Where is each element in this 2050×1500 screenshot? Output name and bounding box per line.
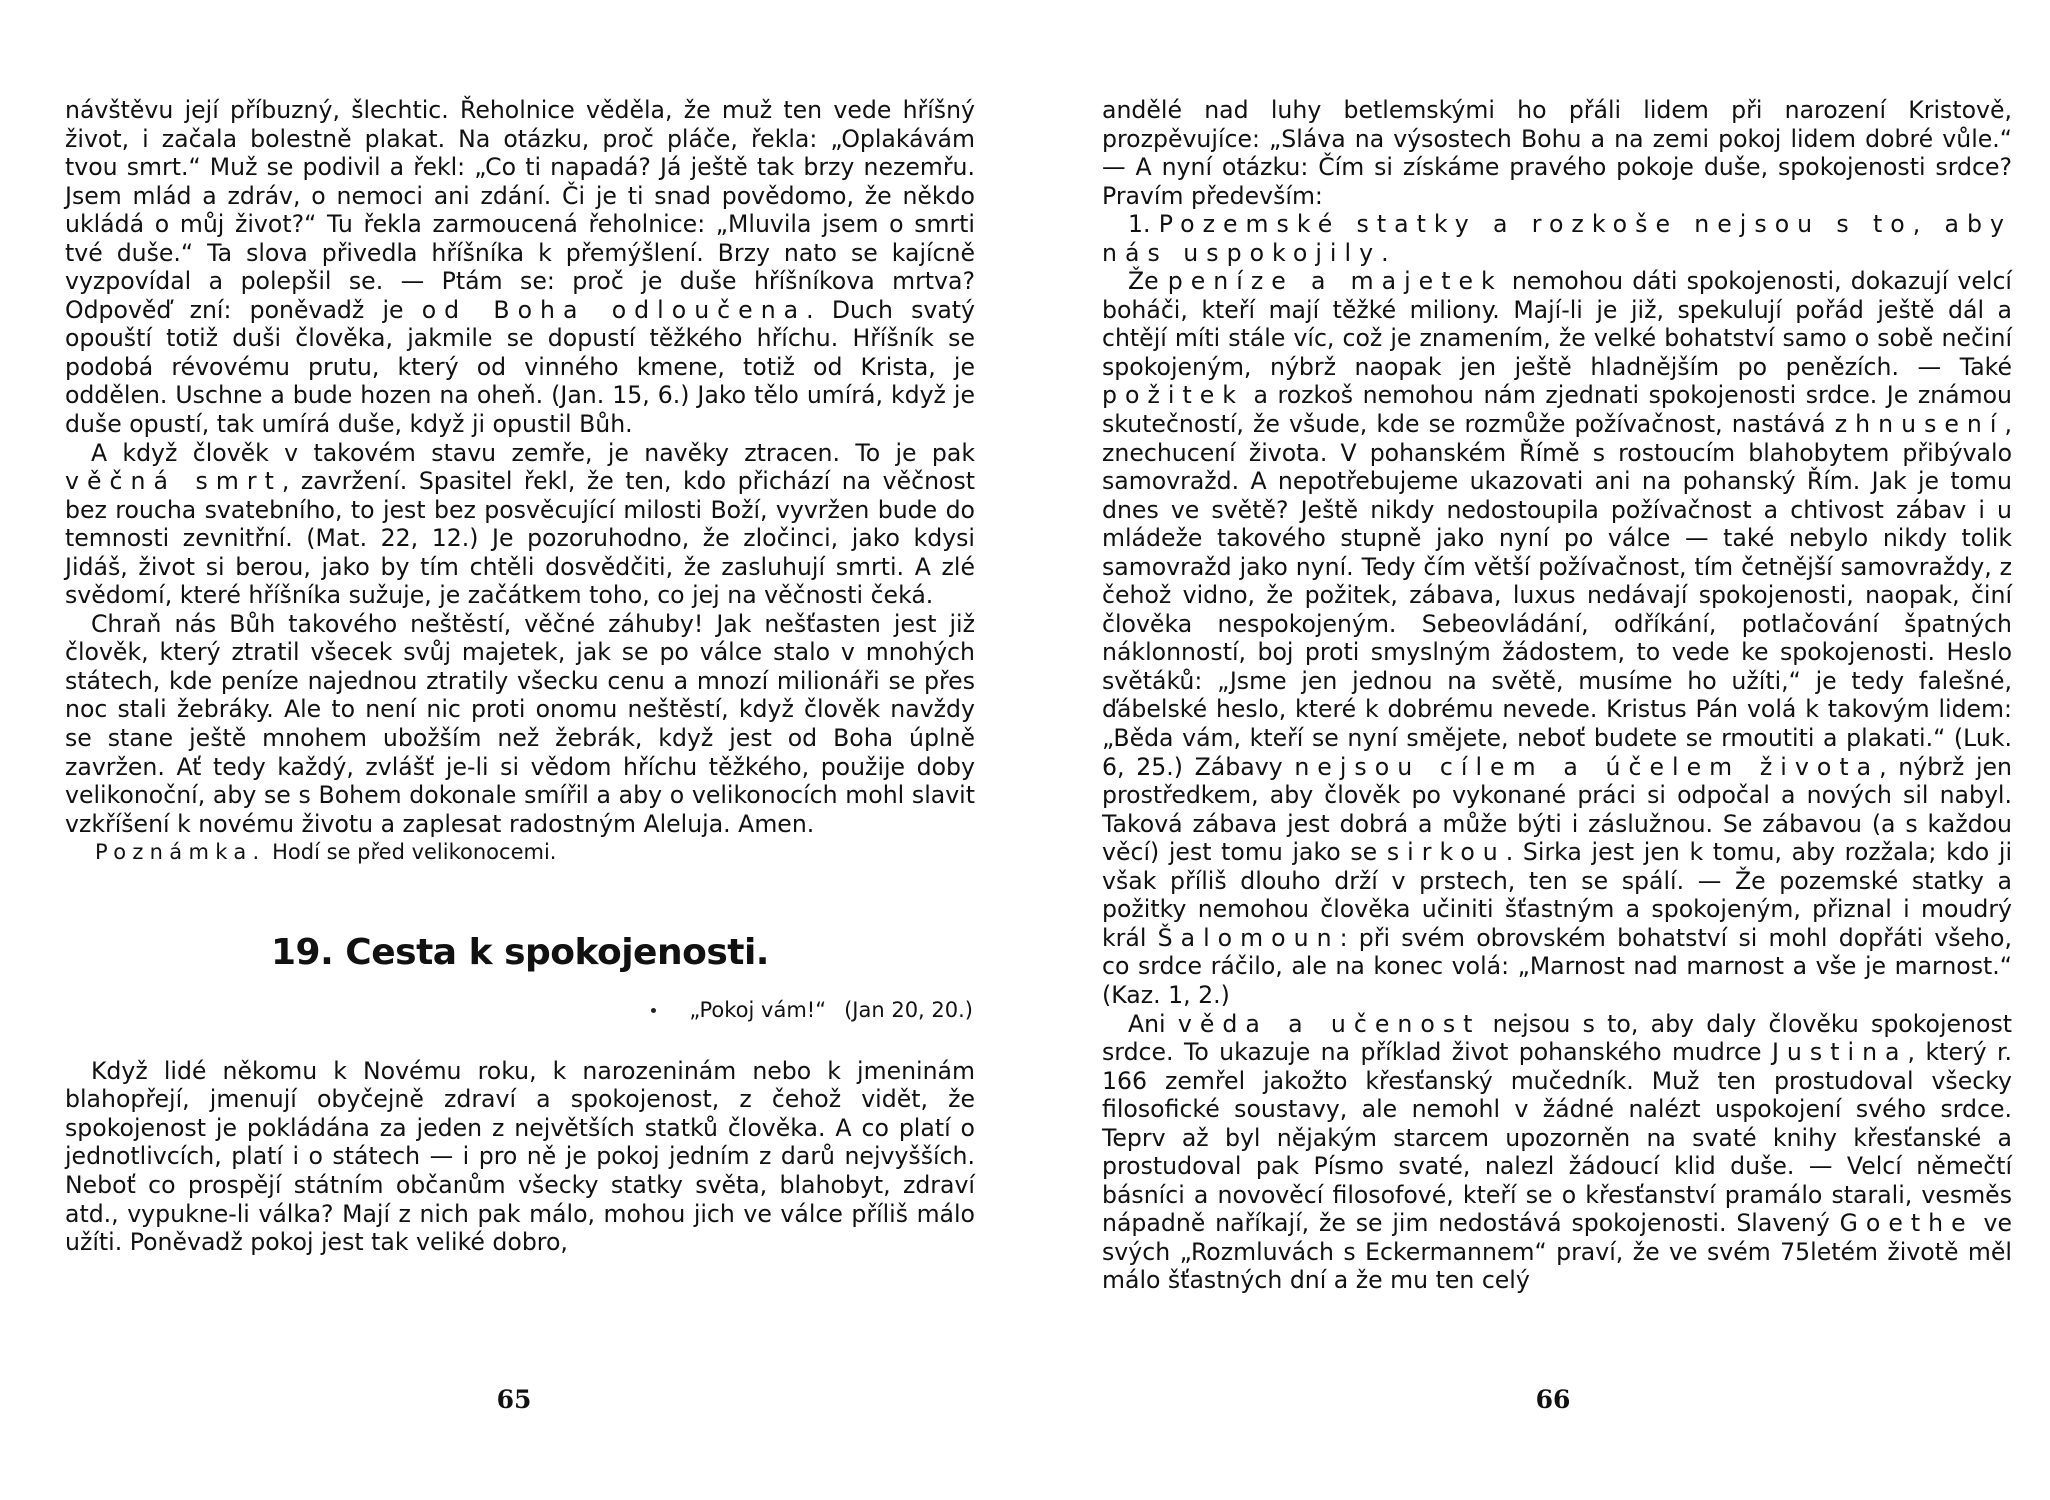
spaced-emphasis: Šalomoun [1157,923,1340,952]
paragraph: Ani věda a učenost nejsou s to, aby daly člověku spokojenost srdce. To ukazuje na příklad život pohanského mudrce Justina, který r. 166 zemřel jakožto křesťanský mučedník. Muž ten prostudoval všecky filosofické soustavy, ale nemohl v žádné nalézt uspokojení svého srdce. Teprv až byl nějakým starcem upozorněn na svaté knihy křesťanské a prostudoval pak Písmo svaté, nalezl žádoucí klid duše. — Velcí němečtí básníci a novověcí filosofové, kteří se o křesťanství pramálo starali, vesměs nápadně naříkají, že se jim nedostává spokojenosti. Slavený Goethe ve svých „Rozmluvách s Eckermannem“ praví, že ve svém 75letém životě měl málo šťastných dní a že mu ten celý [1102,1009,2012,1295]
paragraph: Že peníze a majetek nemohou dáti spokojenosti, dokazují velcí boháči, kteří mají těžké miliony. Mají-li je již, spekulují pořád ještě dál a chtějí míti stále víc, což je znamením, že velké bohatství samo o sobě nečiní spokojeným, nýbrž naopak jen ještě hladnějším po penězích. — Také požitek a rozkoš nemohou nám zjednati spokojenosti srdce. Je známou skutečností, že všude, kde se rozmůže požívačnost, nastává zhnusení, znechucení života. V pohanském Římě s rostoucím blahobytem přibývalo samovražd. A nepotřebujeme ukazovati ani na pohanský Řím. Jak je tomu dnes ve světě? Ještě nikdy nedostoupila požívačnost a chtivost zábav i u mládeže takového stupně jako nyní po válce — také nebylo nikdy tolik samovražd jako nyní. Tedy čím větší požívačnost, tím četnější samovraždy, z čehož vidno, že požitek, zábava, luxus nedávají spokojenosti, naopak, činí člověka nespokojeným. Sebeovládání, odříkání, potlačování špatných náklonností, boj proti smyslným žádostem, to vede ke spokojenosti. Heslo světáků: „Jsme jen jednou na světě, musíme ho užíti,“ je tedy falešné, ďábelské heslo, které k dobrému nevede. Kristus Pán volá k takovým lidem: „Běda vám, kteří se nyní smějete, neboť budete se rmoutiti a plakati.“ (Luk. 6, 25.) Zábavy nejsou cílem a účelem života, nýbrž jen prostředkem, aby člověk po vykonané práci si odpočal a nových sil nabyl. Taková zábava jest dobrá a může býti i záslužnou. Se zábavou (a s každou věcí) jest tomu jako se sirkou. Sirka jest jen k tomu, aby rozžala; kdo ji však příliš dlouho drží v prstech, ten se spálí. — Že pozemské statky a požitky nemohou člověka učiniti šťastným a spokojeným, přiznal i moudrý král Šalomoun: při svém obrovském bohatství si mohl dopřáti všeho, co srdce ráčilo, ale na konec volá: „Marnost nad marnost a vše je marnost.“ (Kaz. 1, 2.) [1102,267,2012,1009]
right-page [1102,96,2012,1295]
spaced-emphasis: požitek [1102,381,1244,410]
print-speck [651,1008,656,1013]
paragraph: Když lidé někomu k Novému roku, k narozeninám nebo k jmeninám blahopřejí, jmenují obyčejně zdraví a spokojenost, z čehož vidět, že spokojenost je pokládána za jeden z největších statků člověka. A co platí o jednotlivcích, platí i o státech — i pro ně je pokoj jedním z darů nejvyšších. Neboť co prospějí státním občanům všecky statky světa, blahobyt, zdraví atd., vypukne-li válka? Mají z nich pak málo, mohou jich ve válce příliš málo užíti. Poněvadž pokoj jest tak veliké dobro, [65,1056,975,1257]
paragraph: andělé nad luhy betlemskými ho přáli lidem při narození Kristově, prozpěvujíce: „Sláva na výsostech Bohu a na zemi pokoj lidem dobré vůle.“ — A nyní otázku: Čím si získáme pravého pokoje duše, spokojenosti srdce? Pravím především: [1102,96,2012,210]
left-page [65,96,975,1257]
epigraph-reference: (Jan 20, 20.) [844,997,973,1022]
note-text: Hodí se před velikonocemi. [265,840,557,865]
paragraph: A když člověk v takovém stavu zemře, je navěky ztracen. To je pak věčná smrt, zavržení. Spasitel řekl, že ten, kdo přichází na věčnost bez roucha svatebního, to jest bez posvěcující milosti Boží, vyvržen bude do temnosti zevnitřní. (Mat. 22, 12.) Je pozoruhodno, že zločinci, jako kdysi Jidáš, život si berou, jako by tím chtěli dosvědčiti, že zasluhují smrti. A zlé svědomí, které hříšníka sužuje, je začátkem toho, co jej na věčnosti čeká. [65,438,976,610]
spaced-emphasis: Justina [1771,1038,1908,1067]
page-number: 65 [496,1385,532,1414]
epigraph-quote: „Pokoj vám!“ [689,997,827,1022]
epigraph [65,997,975,1023]
spaced-emphasis: zhnusení [1834,410,2005,439]
paragraph: Chraň nás Bůh takového neštěstí, věčné záhuby! Jak nešťasten jest již člověk, který ztratil všecek svůj majetek, jak se po válce stalo v mnohých státech, kde peníze najednou ztratily všecku cenu a mnozí milionáři se přes noc stali žebráky. Ale to není nic proti onomu neštěstí, když člověk navždy se stane ještě mnohem ubožším než žebrák, když jest od Boha úplně zavržen. Ať tedy každý, zvlášť je-li si vědom hříchu těžkého, použije doby velikonoční, aby se s Bohem dokonale smířil a aby o velikonocích mohl slavit vzkříšení k novému životu a zaplesat radostným Aleluja. Amen. [65,609,975,838]
spaced-emphasis: věda a učenost [1177,1009,1481,1038]
spaced-emphasis: nejsou cílem a účelem života [1294,752,1880,781]
spaced-emphasis: Goethe [1839,1209,1974,1238]
note [65,838,975,867]
page-number: 66 [1535,1385,1571,1414]
spaced-emphasis: peníze a majetek [1167,267,1503,296]
spaced-emphasis: sirkou [1386,838,1506,867]
spaced-emphasis: Pozemské statky a rozkoše nejsou s to, aby nás uspokojily [1102,210,2013,267]
note-label: Poznámka. [95,840,266,865]
section-heading: 1. Pozemské statky a rozkoše nejsou s to, aby nás uspokojily. [1102,210,2013,267]
spaced-emphasis: od Boha odloučena [421,295,807,324]
chapter-title: 19. Cesta k spokojenosti. [271,931,769,973]
paragraph: návštěvu její příbuzný, šlechtic. Řeholnice věděla, že muž ten vede hříšný život, i začala bolestně plakat. Na otázku, proč pláče, řekla: „Oplakávám tvou smrt.“ Muž se podivil a řekl: „Co ti napadá? Já ještě tak brzy nezemřu. Jsem mlád a zdráv, o nemoci ani zdání. Či je ti snad povědomo, že někdo ukládá o můj život?“ Tu řekla zarmoucená řeholnice: „Mluvila jsem o smrti tvé duše.“ Ta slova přivedla hříšníka k přemýšlení. Brzy nato se kajícně vyzpovídal a polepšil se. — Ptám se: proč je duše hříšníkova mrtva? Odpověď zní: poněvadž je od Boha odloučena. Duch svatý opouští totiž duši člověka, jakmile se dopustí těžkého hříchu. Hříšník se podobá révovému prutu, který od vinného kmene, totiž od Krista, je oddělen. Uschne a bude hozen na oheň. (Jan. 15, 6.) Jako tělo umírá, když je duše opustí, tak umírá duše, když ji opustil Bůh. [65,96,975,439]
spaced-emphasis: věčná smrt [65,467,282,496]
